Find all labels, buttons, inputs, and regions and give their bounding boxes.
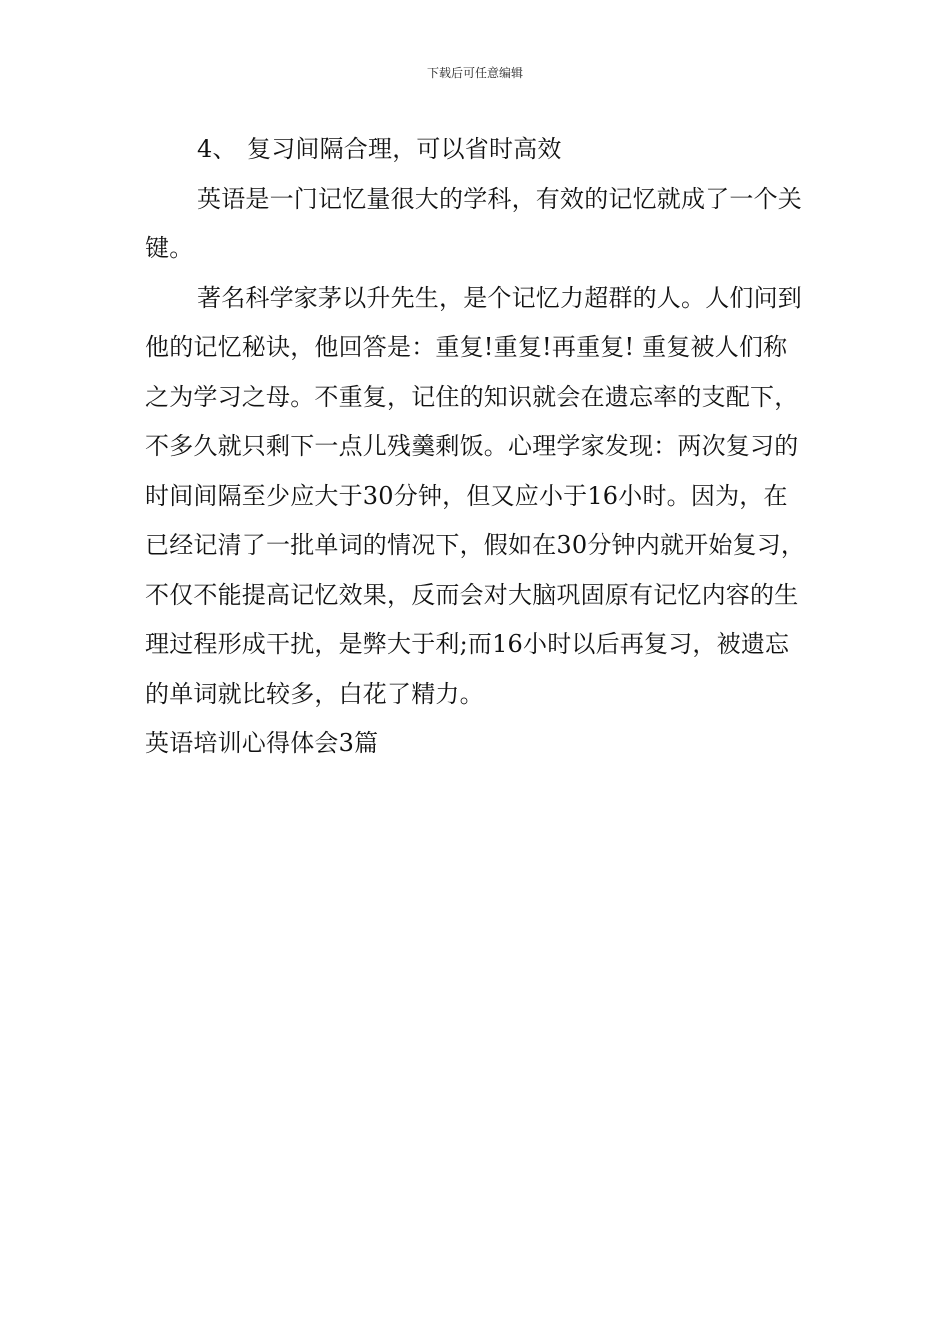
section-heading (145, 125, 809, 175)
section-heading-text: 复习间隔合理，可以省时高效 (247, 135, 562, 163)
section-number: 4、 (197, 135, 237, 163)
paragraph-2: 著名科学家茅以升先生，是个记忆力超群的人。人们问到他的记忆秘诀，他回答是：重复!重复!再重复! 重复被人们称之为学习之母。不重复，记住的知识就会在遗忘率的支配下，不多久就只剩下一点儿残羹剩饭。心理学家发现：两次复习的时间间隔至少应大于30分钟，但又应小于16小时。因为，在已经记清了一批单词的情况下，假如在30分钟内就开始复习，不仅不能提高记忆效果，反而会对大脑巩固原有记忆内容的生理过程形成干扰，是弊大于利;而16小时以后再复习，被遗忘的单词就比较多，白花了精力。 (145, 283, 806, 708)
page-header: 下载后可任意编辑 (426, 66, 523, 80)
paragraph-1: 英语是一门记忆量很大的学科，有效的记忆就成了一个关键。 (145, 184, 802, 262)
article-title: 英语培训心得体会3篇 (145, 729, 379, 757)
document-body (145, 125, 809, 769)
